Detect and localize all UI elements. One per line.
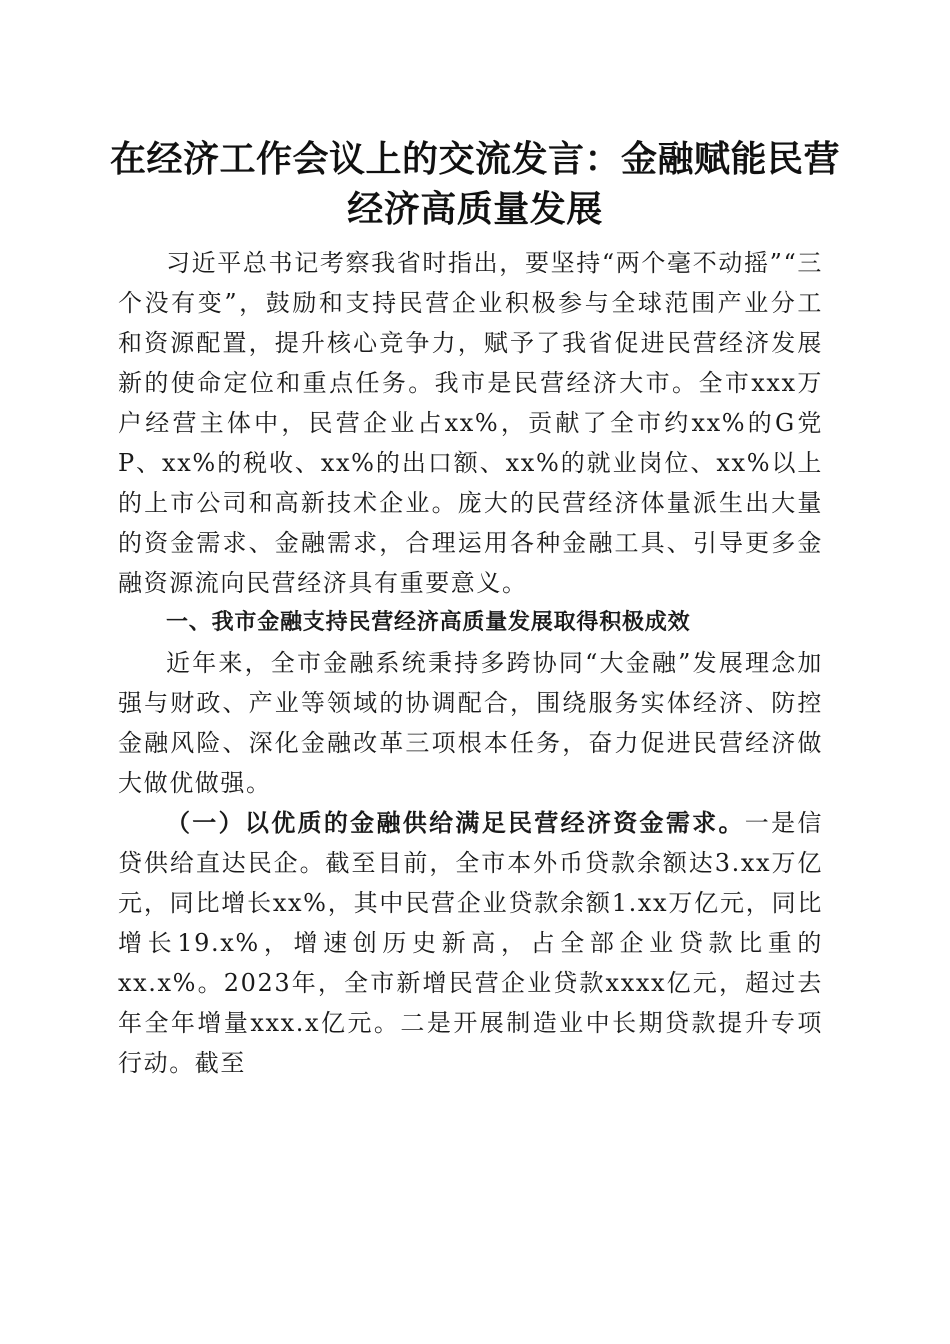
subsection-1-lead: （一）以优质的金融供给满足民营经济资金需求。 [166,808,745,837]
section-1-heading: 一、我市金融支持民营经济高质量发展取得积极成效 [166,610,691,635]
section-1-paragraph: 近年来，全市金融系统秉持多跨协同“大金融”发展理念加强与财政、产业等领域的协调配合，围绕服务实体经济、防控金融风险、深化金融改革三项根本任务，奋力促进民营经济做大做优做强。 [118,649,823,797]
document-title [100,134,850,234]
document-body [118,243,823,1083]
title-line-2: 经济高质量发展 [347,188,603,230]
intro-paragraph: 习近平总书记考察我省时指出，要坚持“两个毫不动摇”“三个没有变”，鼓励和支持民营企业积极参与全球范围产业分工和资源配置，提升核心竞争力，赋予了我省促进民营经济发展新的使命定位和重点任务。我市是民营经济大市。全市xxx万户经营主体中，民营企业占xx%，贡献了全市约xx%的G党P、xx%的税收、xx%的出口额、xx%的就业岗位、xx%以上的上市公司和高新技术企业。庞大的民营经济体量派生出大量的资金需求、金融需求，合理运用各种金融工具、引导更多金融资源流向民营经济具有重要意义。 [118,249,823,597]
subsection-1-text: 一是信贷供给直达民企。截至目前，全市本外币贷款余额达3.xx万亿元，同比增长xx%，其中民营企业贷款余额1.xx万亿元，同比增长19.x%，增速创历史新高，占全部企业贷款比重的xx.x%。2023年，全市新增民营企业贷款xxxx亿元，超过去年全年增量xxx.x亿元。二是开展制造业中长期贷款提升专项行动。截至 [118,809,823,1077]
subsection-1-paragraph [118,803,823,1083]
title-line-1: 在经济工作会议上的交流发言：金融赋能民营 [109,138,840,180]
